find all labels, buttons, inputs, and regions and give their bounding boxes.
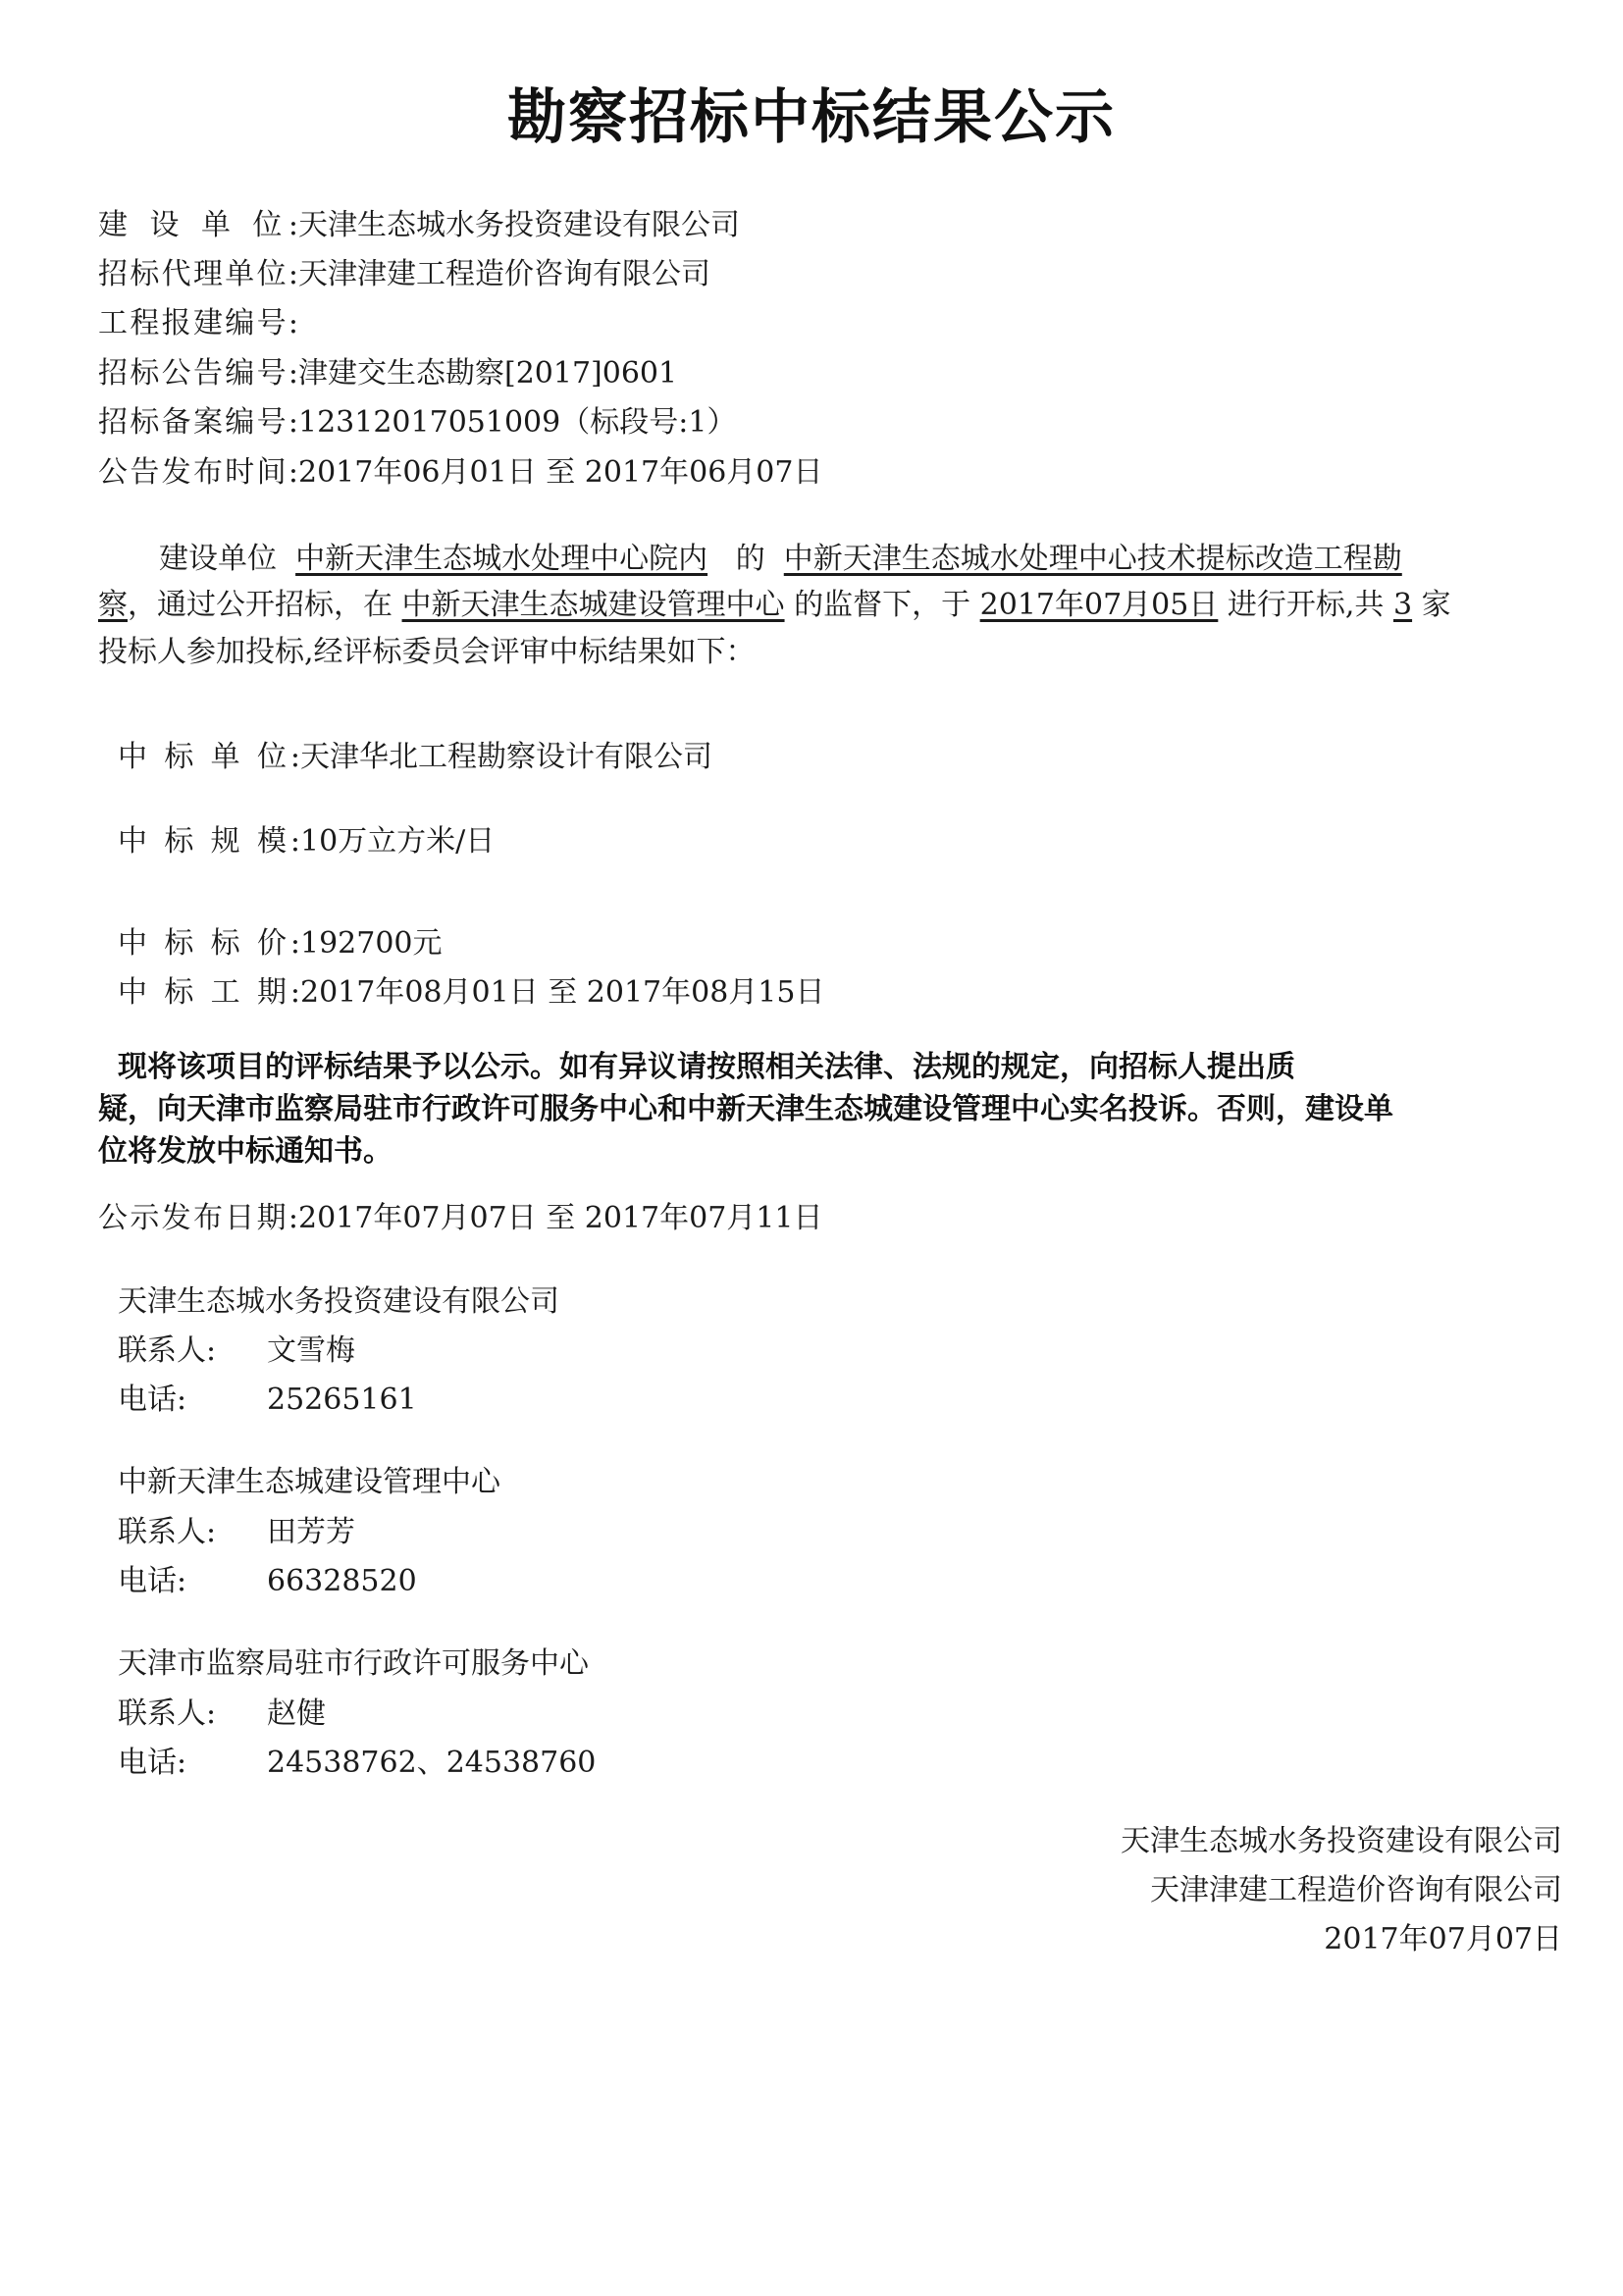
contact-phone: 电话: 24538762、24538760 <box>118 1746 597 1780</box>
field-value: 12312017051009（标段号:1） <box>298 405 737 440</box>
field-announcement-no <box>98 354 677 393</box>
body-text: 的监督下，于 <box>794 588 971 622</box>
field-label: 中 标 工 期: <box>118 975 300 1010</box>
field-value: 天津华北工程勘察设计有限公司 <box>300 740 712 774</box>
owner-location: 中新天津生态城水处理中心院内 <box>295 542 708 576</box>
result-scale <box>118 822 495 861</box>
signature-org-1: 天津生态城水务投资建设有限公司 <box>1121 1824 1562 1858</box>
contact-org: 中新天津生态城建设管理中心 <box>118 1465 500 1499</box>
publish-period <box>98 1199 822 1238</box>
field-label: 招标备案编号: <box>98 405 298 440</box>
field-agent <box>98 255 710 294</box>
notice-line: 疑，向天津市监察局驻市行政许可服务中心和中新天津生态城建设管理中心实名投诉。否则，建设单 <box>98 1092 1393 1126</box>
result-period <box>118 973 824 1013</box>
field-label: 中 标 规 模: <box>118 824 300 859</box>
bidder-count: 3 <box>1392 588 1413 622</box>
body-text: 进行开标,共 <box>1227 588 1385 622</box>
body-line-3 <box>98 633 756 672</box>
notice-line: 现将该项目的评标结果予以公示。如有异议请按照相关法律、法规的规定，向招标人提出质 <box>118 1050 1295 1084</box>
contact-person: 联系人: 田芳芳 <box>118 1515 355 1549</box>
body-text: 建设单位 <box>159 542 277 576</box>
contact-phone: 电话: 25265161 <box>118 1383 417 1417</box>
field-label: 招标公告编号: <box>98 356 298 391</box>
notice-line: 位将发放中标通知书。 <box>98 1134 393 1169</box>
field-value: 2017年08月01日 至 2017年08月15日 <box>300 975 825 1010</box>
page-title: 勘察招标中标结果公示 <box>507 83 1116 152</box>
field-label: 中 标 单 位: <box>118 740 300 774</box>
project-name: 中新天津生态城水处理中心技术提标改造工程勘 <box>783 542 1402 576</box>
field-value: 2017年07月07日 至 2017年07月11日 <box>298 1201 823 1235</box>
contact-person: 联系人: 文雪梅 <box>118 1333 355 1368</box>
field-announce-period <box>98 453 822 493</box>
contact-org: 天津生态城水务投资建设有限公司 <box>118 1284 559 1319</box>
field-value: 天津生态城水务投资建设有限公司 <box>298 208 740 242</box>
contact-person: 联系人: 赵健 <box>118 1696 326 1731</box>
field-registration-no <box>98 304 298 343</box>
field-label: 建 设 单 位: <box>98 208 298 242</box>
body-line-2 <box>98 586 1451 625</box>
body-text: 投标人参加投标,经评标委员会评审中标结果如下： <box>98 635 756 669</box>
field-label: 公示发布日期: <box>98 1201 298 1235</box>
field-value: 10万立方米/日 <box>300 824 496 859</box>
contact-phone: 电话: 66328520 <box>118 1564 417 1598</box>
field-label: 工程报建编号: <box>98 306 298 340</box>
signature-date: 2017年07月07日 <box>1324 1922 1562 1957</box>
field-value: 192700元 <box>300 926 443 961</box>
open-date: 2017年07月05日 <box>979 588 1219 622</box>
field-filing-no <box>98 403 736 443</box>
signature-org-2: 天津津建工程造价咨询有限公司 <box>1150 1873 1562 1907</box>
body-line-1 <box>159 540 1402 579</box>
field-value: 2017年06月01日 至 2017年06月07日 <box>298 455 823 490</box>
contact-org: 天津市监察局驻市行政许可服务中心 <box>118 1646 589 1681</box>
field-label: 招标代理单位: <box>98 257 298 291</box>
result-price <box>118 924 443 964</box>
body-text: 家 <box>1421 588 1451 622</box>
body-text: 的 <box>735 542 765 576</box>
body-text: ，通过公开招标，在 <box>128 588 393 622</box>
supervisor: 中新天津生态城建设管理中心 <box>401 588 785 622</box>
notice-paragraph <box>98 1046 1531 1173</box>
field-owner <box>98 206 740 245</box>
field-label: 中 标 标 价: <box>118 926 300 961</box>
result-winner <box>118 738 712 777</box>
field-value: 津建交生态勘察[2017]0601 <box>298 356 678 391</box>
field-value: 天津津建工程造价咨询有限公司 <box>298 257 710 291</box>
project-name-cont: 察 <box>98 588 128 622</box>
field-label: 公告发布时间: <box>98 455 298 490</box>
